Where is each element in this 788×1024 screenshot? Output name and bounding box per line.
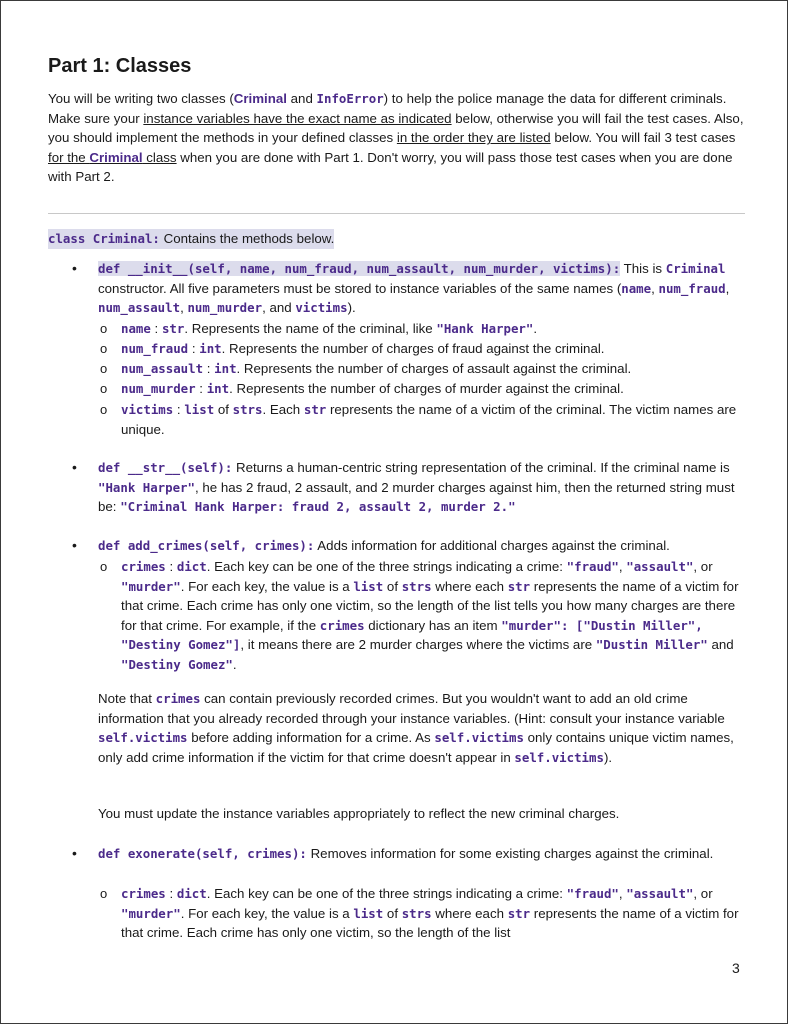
attr-num-fraud: num_fraud : int. Represents the number of charges of fraud against the criminal. [121, 341, 605, 356]
exonerate-description: def exonerate(self, crimes): Removes information for some existing charges against the criminal. [98, 846, 714, 861]
class-criminal-heading: class Criminal: Contains the methods below. [48, 229, 334, 249]
class-name-criminal: Criminal [233, 91, 287, 106]
str-signature: def __str__(self): [98, 460, 233, 475]
add-crimes-param: crimes : dict. Each key can be one of the three strings indicating a crime: "fraud", "assault", or "murder". For each key, the value is a list of strs where each str represents the name of a victim for that crime. Each crime has only one victim, so the length of the list tells you how many charges are there for that crime. For example, if the crimes dictionary has an item "murder": ["Dustin Miller", "Destiny Gomez"], it means there are 2 murder charges where the victims are "Dustin Miller" and "Destiny Gomez". [121, 559, 739, 672]
init-method-description: def __init__(self, name, num_fraud, num_assault, num_murder, victims): This is Criminal constructor. All five parameters must be stored to instance variables of the same names (name, num_fraud, num_assault, num_murder, and victims). [98, 261, 730, 316]
sub-bullet-icon: o [100, 402, 108, 417]
page-title: Part 1: Classes [48, 55, 192, 77]
page-number: 3 [732, 960, 740, 976]
sub-bullet-icon: o [100, 341, 108, 356]
sub-bullet-icon: o [100, 321, 108, 336]
add-crimes-signature: def add_crimes(self, crimes): [98, 538, 315, 553]
bullet-icon: • [72, 537, 77, 553]
attr-num-assault: num_assault : int. Represents the number of charges of assault against the criminal. [121, 361, 632, 376]
attr-name: name : str. Represents the name of the criminal, like "Hank Harper". [121, 321, 538, 336]
exonerate-signature: def exonerate(self, crimes): [98, 846, 307, 861]
class-name-infoerror: InfoError [316, 91, 384, 106]
bullet-icon: • [72, 845, 77, 861]
bullet-icon: • [72, 260, 77, 276]
add-crimes-description: def add_crimes(self, crimes): Adds information for additional charges against the criminal. [98, 538, 670, 553]
sub-bullet-icon: o [100, 559, 108, 574]
attr-victims: victims : list of strs. Each str represents the name of a victim of the criminal. The victim names are unique. [121, 402, 737, 437]
sub-bullet-icon: o [100, 381, 108, 396]
attr-num-murder: num_murder : int. Represents the number of charges of murder against the criminal. [121, 381, 624, 396]
add-crimes-note: Note that crimes can contain previously recorded crimes. But you wouldn't want to add an old crime information that you already recorded through your instance variables. (Hint: consult your instance variable self.victims before adding information for a crime. As self.victims only contains unique victim names, only add crime information if the victim for that crime doesn't appear in self.victims). [98, 691, 734, 765]
bullet-icon: • [72, 459, 77, 475]
section-divider [48, 213, 745, 214]
exonerate-param: crimes : dict. Each key can be one of the three strings indicating a crime: "fraud", "assault", or "murder". For each key, the value is a list of strs where each str represents the name of a victim for that crime. Each crime has only one victim, so the length of the list [121, 886, 739, 941]
intro-paragraph: You will be writing two classes (Criminal and InfoError) to help the police manage the data for different criminals. Make sure your instance variables have the exact name as indicated below, otherwise you will fail the test cases. Also, you should implement the methods in your defined classes in the order they are listed below. You will fail 3 test cases for the Criminal class when you are done with Part 1. Don't worry, you will pass those test cases when you are done with Part 2. [48, 91, 744, 185]
init-signature: def __init__(self, name, num_fraud, num_assault, num_murder, victims): [98, 261, 621, 276]
add-crimes-note-2: You must update the instance variables appropriately to reflect the new criminal charges. [98, 806, 620, 821]
str-method-description: def __str__(self): Returns a human-centric string representation of the criminal. If the criminal name is "Hank Harper", he has 2 fraud, 2 assault, and 2 murder charges against him, then the returned string must be: "Criminal Hank Harper: fraud 2, assault 2, murder 2." [98, 460, 735, 515]
sub-bullet-icon: o [100, 886, 108, 901]
sub-bullet-icon: o [100, 361, 108, 376]
